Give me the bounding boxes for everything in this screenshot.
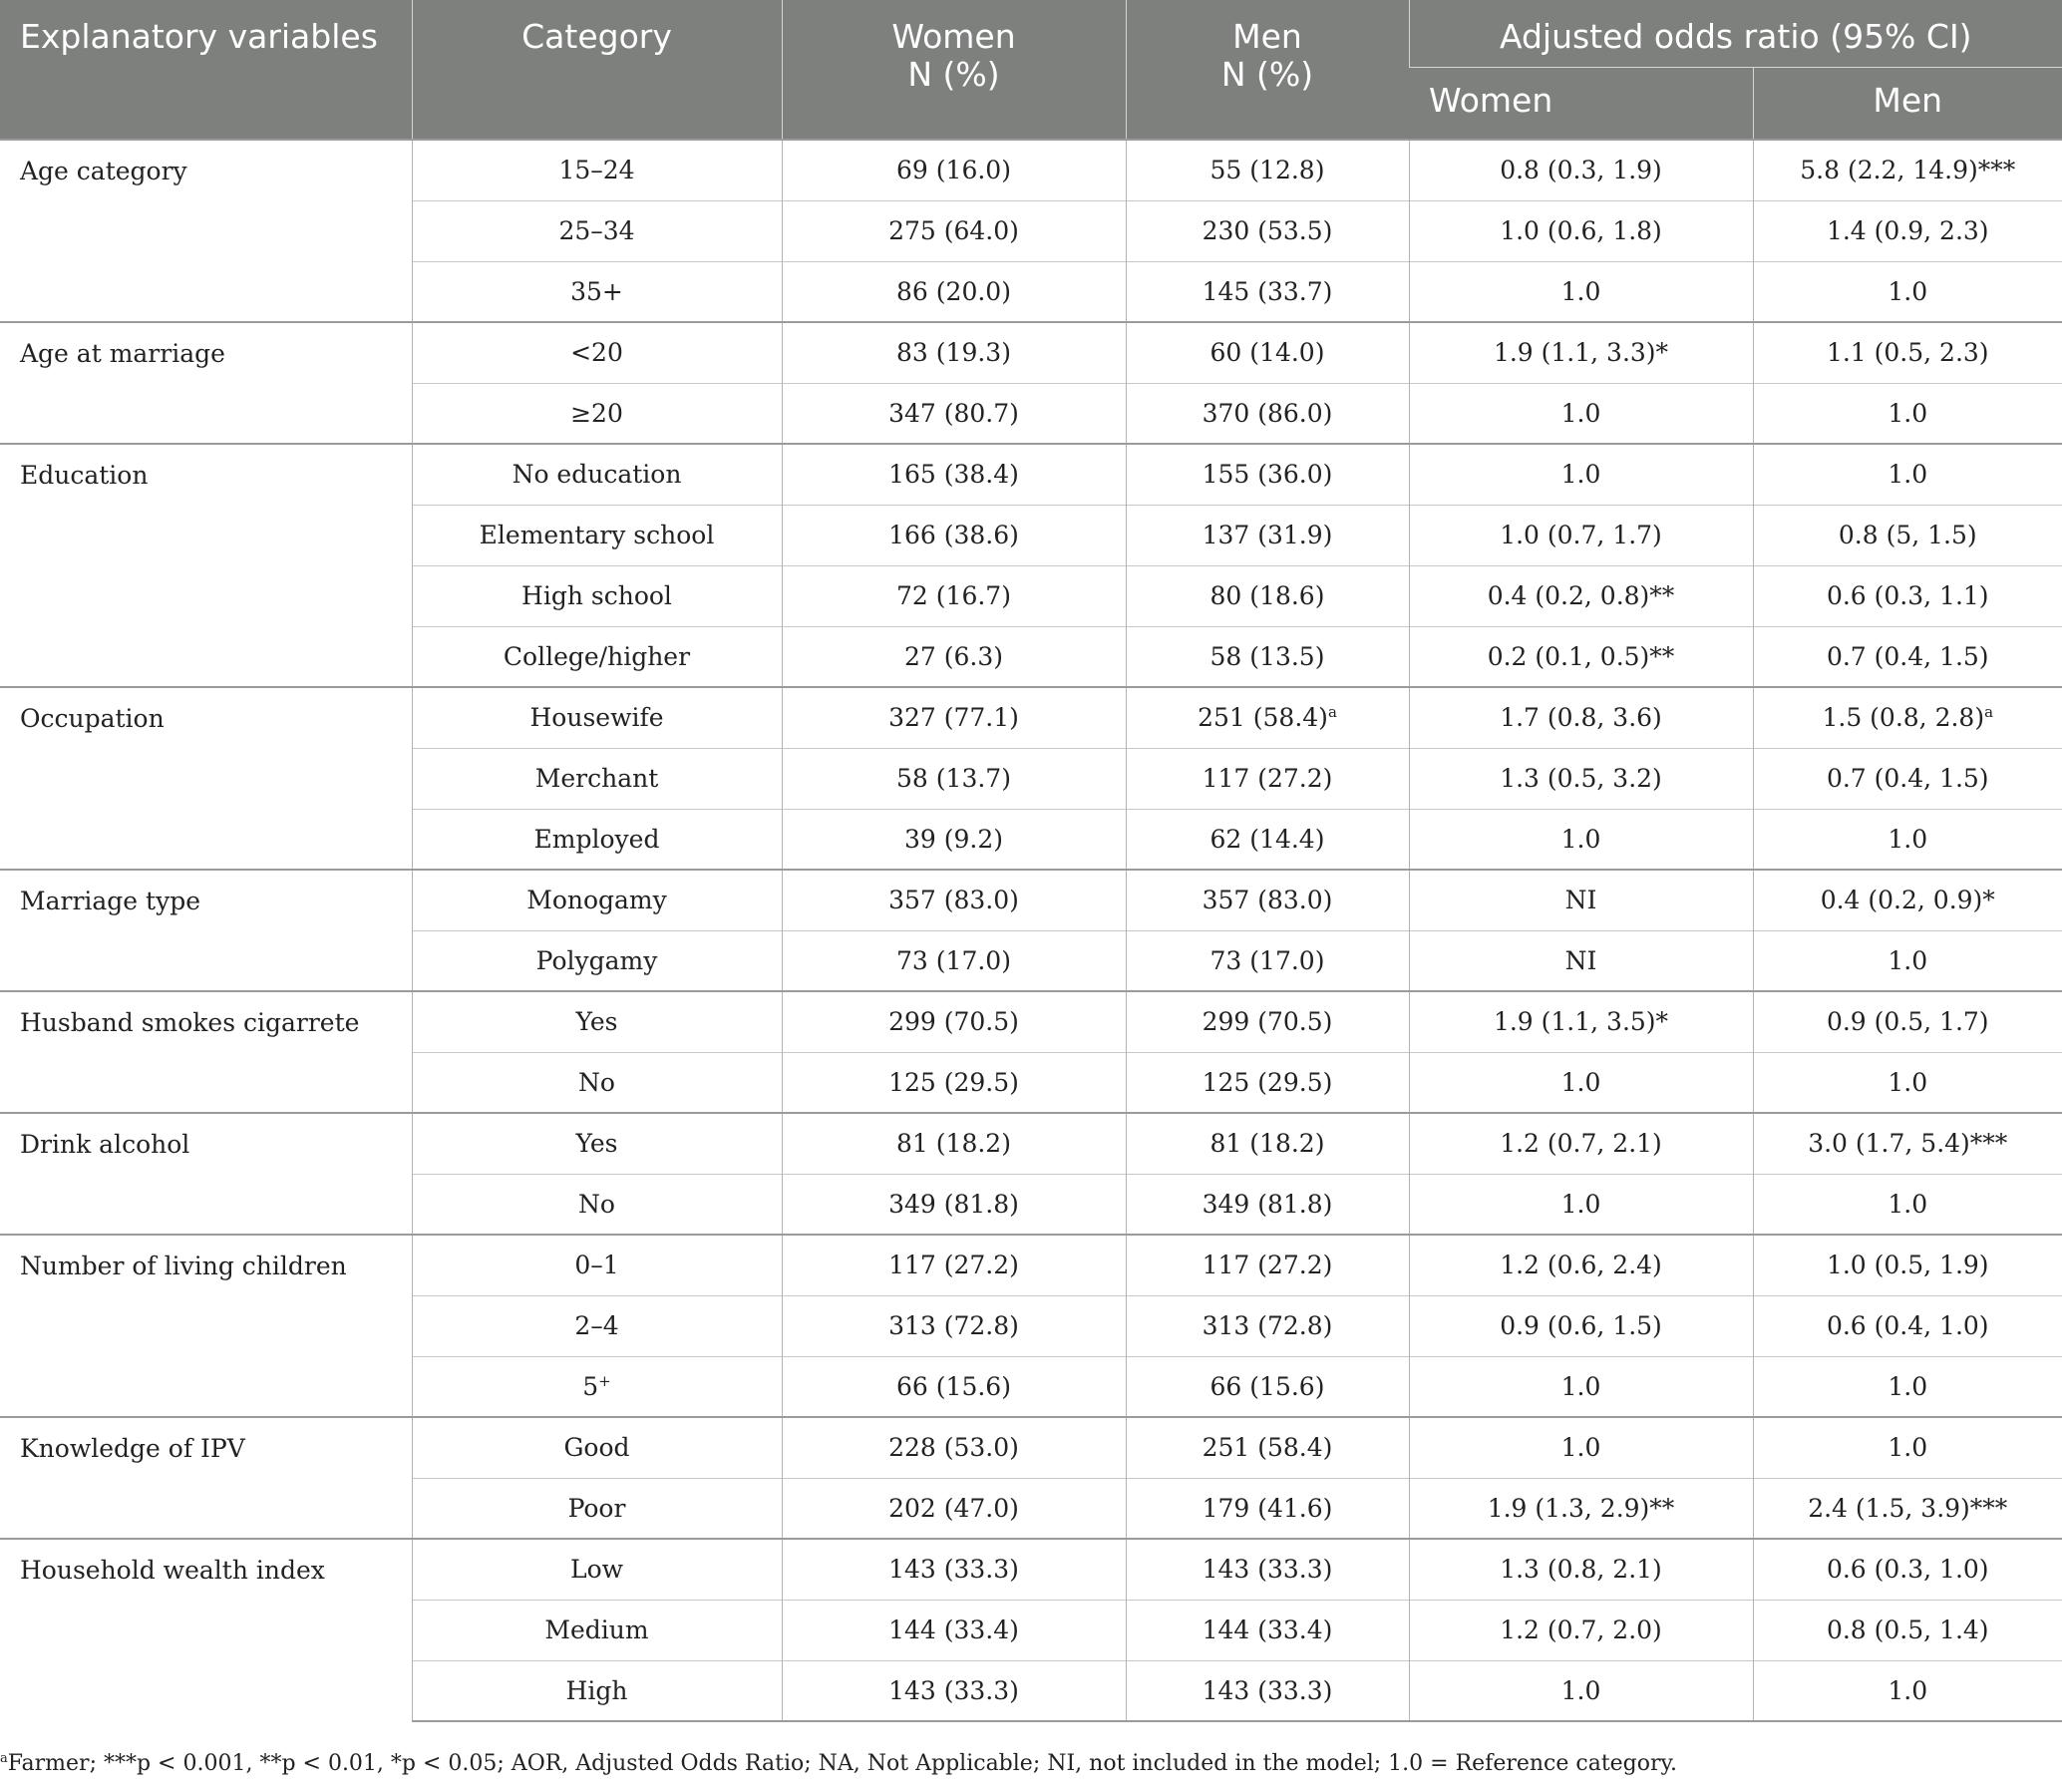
cell-aor-women xyxy=(1409,322,1753,383)
cell-men-n-text: 62 (14.4) xyxy=(1209,824,1325,854)
cell-aor-women xyxy=(1409,1539,1753,1600)
cell-men-n-text: 251 (58.4) xyxy=(1202,1433,1333,1463)
cell-category-text: No xyxy=(578,1067,615,1097)
cell-women-n-text: 27 (6.3) xyxy=(903,641,1004,671)
cell-women-n-text: 143 (33.3) xyxy=(888,1555,1019,1585)
cell-women-n xyxy=(782,1113,1126,1174)
cell-aor-men-text: 1.0 (0.5, 1.9) xyxy=(1826,1251,1989,1280)
cell-category xyxy=(412,1052,782,1113)
cell-men-n xyxy=(1126,1052,1409,1113)
cell-women-n-text: 228 (53.0) xyxy=(888,1433,1019,1463)
cell-men-n xyxy=(1126,687,1409,748)
cell-women-n-text: 72 (16.7) xyxy=(896,581,1011,610)
cell-aor-men xyxy=(1753,809,2062,870)
cell-women-n-text: 299 (70.5) xyxy=(888,1007,1019,1037)
cell-category xyxy=(412,930,782,991)
cell-aor-men xyxy=(1753,1356,2062,1417)
cell-men-n-text: 117 (27.2) xyxy=(1202,1251,1333,1280)
cell-aor-men xyxy=(1753,1600,2062,1660)
cell-men-n xyxy=(1126,444,1409,505)
table-header xyxy=(0,0,2062,140)
cell-aor-men-text: 0.4 (0.2, 0.9)* xyxy=(1820,886,1995,915)
cell-women-n-text: 125 (29.5) xyxy=(888,1067,1019,1097)
cell-aor-women xyxy=(1409,1235,1753,1295)
table-footnote xyxy=(0,1751,1677,1776)
cell-men-n-superscript: a xyxy=(1327,703,1337,722)
cell-aor-men-text: 0.9 (0.5, 1.7) xyxy=(1826,1007,1989,1037)
cell-aor-men xyxy=(1753,200,2062,261)
cell-aor-men-text: 1.0 xyxy=(1888,945,1928,975)
cell-men-n-text: 81 (18.2) xyxy=(1209,1129,1325,1159)
cell-aor-women-text: 0.9 (0.6, 1.5) xyxy=(1500,1311,1662,1340)
cell-aor-women-text: 1.9 (1.1, 3.3)* xyxy=(1493,338,1669,368)
table-row xyxy=(0,1539,2062,1600)
cell-category xyxy=(412,383,782,444)
cell-category-text: 35+ xyxy=(570,276,623,306)
cell-category-text: 5 xyxy=(582,1371,599,1401)
cell-category xyxy=(412,1356,782,1417)
cell-men-n-text: 230 (53.5) xyxy=(1202,216,1333,245)
footnote-text: Farmer; ***p < 0.001, **p < 0.01, *p < 0.05; AOR, Adjusted Odds Ratio; NA, Not Applicable; NI, not included in the model; 1.0 = Reference category. xyxy=(7,1751,1678,1776)
cell-women-n-text: 81 (18.2) xyxy=(896,1129,1011,1159)
cell-aor-men-text: 3.0 (1.7, 5.4)*** xyxy=(1808,1129,2008,1159)
header-men-n xyxy=(1126,0,1409,140)
cell-men-n xyxy=(1126,261,1409,322)
cell-women-n xyxy=(782,991,1126,1052)
cell-category xyxy=(412,565,782,626)
cell-aor-women xyxy=(1409,1660,1753,1721)
cell-men-n xyxy=(1126,930,1409,991)
cell-aor-women-text: 1.7 (0.8, 3.6) xyxy=(1500,703,1662,733)
cell-aor-women-text: 0.4 (0.2, 0.8)** xyxy=(1487,581,1675,610)
cell-women-n xyxy=(782,383,1126,444)
cell-aor-men-text: 0.6 (0.3, 1.1) xyxy=(1826,581,1989,610)
cell-aor-men-text: 1.0 xyxy=(1888,1067,1928,1097)
cell-women-n-text: 313 (72.8) xyxy=(888,1311,1019,1340)
cell-women-n xyxy=(782,1174,1126,1235)
cell-women-n-text: 275 (64.0) xyxy=(888,216,1019,245)
cell-men-n xyxy=(1126,1660,1409,1721)
cell-aor-women xyxy=(1409,748,1753,809)
cell-men-n xyxy=(1126,1356,1409,1417)
table-row xyxy=(0,322,2062,383)
cell-women-n xyxy=(782,1295,1126,1356)
header-women-n-line2: N (%) xyxy=(907,55,1000,94)
header-women-n-line1: Women xyxy=(891,17,1016,56)
cell-women-n-text: 347 (80.7) xyxy=(888,398,1019,428)
cell-variable: Drink alcohol xyxy=(0,1113,412,1235)
cell-men-n xyxy=(1126,1600,1409,1660)
cell-variable: Household wealth index xyxy=(0,1539,412,1721)
cell-aor-men xyxy=(1753,1113,2062,1174)
cell-aor-men-text: 0.7 (0.4, 1.5) xyxy=(1826,641,1989,671)
cell-aor-women xyxy=(1409,140,1753,200)
header-aor-women: Women xyxy=(1409,67,1753,140)
cell-aor-men-text: 1.0 xyxy=(1888,398,1928,428)
cell-women-n xyxy=(782,626,1126,687)
cell-category xyxy=(412,200,782,261)
cell-women-n-text: 166 (38.6) xyxy=(888,521,1019,549)
cell-women-n-text: 86 (20.0) xyxy=(896,276,1011,306)
cell-men-n-text: 370 (86.0) xyxy=(1202,398,1333,428)
cell-women-n xyxy=(782,687,1126,748)
header-men-n-line2: N (%) xyxy=(1220,55,1314,94)
cell-men-n xyxy=(1126,870,1409,930)
cell-category xyxy=(412,261,782,322)
cell-men-n-text: 117 (27.2) xyxy=(1202,764,1333,793)
cell-aor-women xyxy=(1409,930,1753,991)
cell-aor-women xyxy=(1409,505,1753,565)
cell-aor-women xyxy=(1409,1295,1753,1356)
cell-men-n xyxy=(1126,1417,1409,1478)
cell-women-n-text: 327 (77.1) xyxy=(888,703,1019,733)
cell-aor-women-text: NI xyxy=(1564,945,1597,975)
table-row xyxy=(0,687,2062,748)
cell-men-n-text: 73 (17.0) xyxy=(1209,945,1325,975)
cell-women-n xyxy=(782,322,1126,383)
cell-men-n xyxy=(1126,626,1409,687)
cell-aor-women xyxy=(1409,1417,1753,1478)
cell-men-n xyxy=(1126,748,1409,809)
cell-women-n xyxy=(782,1539,1126,1600)
cell-aor-women xyxy=(1409,1174,1753,1235)
cell-women-n xyxy=(782,1478,1126,1539)
cell-aor-men xyxy=(1753,565,2062,626)
cell-aor-women-text: 1.0 xyxy=(1560,1675,1601,1705)
cell-aor-women-text: 1.9 (1.1, 3.5)* xyxy=(1493,1007,1669,1037)
cell-women-n-text: 143 (33.3) xyxy=(888,1675,1019,1705)
cell-men-n xyxy=(1126,1113,1409,1174)
table-row xyxy=(0,1417,2062,1478)
cell-aor-women-text: 1.0 xyxy=(1560,1067,1601,1097)
cell-variable: Husband smokes cigarrete xyxy=(0,991,412,1113)
cell-category-text: Medium xyxy=(544,1615,649,1644)
cell-aor-men-text: 2.4 (1.5, 3.9)*** xyxy=(1808,1493,2008,1523)
cell-aor-women-text: 0.8 (0.3, 1.9) xyxy=(1500,156,1662,185)
cell-aor-men-text: 5.8 (2.2, 14.9)*** xyxy=(1800,156,2016,185)
cell-women-n xyxy=(782,444,1126,505)
cell-women-n xyxy=(782,261,1126,322)
cell-aor-men-text: 1.0 xyxy=(1888,1189,1928,1219)
cell-variable: Knowledge of IPV xyxy=(0,1417,412,1539)
cell-variable: Education xyxy=(0,444,412,687)
cell-category xyxy=(412,991,782,1052)
cell-women-n-text: 83 (19.3) xyxy=(896,338,1011,368)
cell-aor-men-text: 1.0 xyxy=(1888,460,1928,490)
cell-aor-women-text: NI xyxy=(1564,886,1597,915)
cell-aor-women-text: 1.3 (0.5, 3.2) xyxy=(1500,764,1662,793)
cell-category-text: Employed xyxy=(533,824,660,854)
cell-men-n xyxy=(1126,1539,1409,1600)
cell-variable: Marriage type xyxy=(0,870,412,991)
cell-aor-men xyxy=(1753,626,2062,687)
cell-aor-men-text: 1.1 (0.5, 2.3) xyxy=(1826,338,1989,368)
cell-men-n xyxy=(1126,809,1409,870)
cell-category-text: Yes xyxy=(575,1129,618,1159)
cell-women-n-text: 144 (33.4) xyxy=(888,1615,1019,1644)
cell-men-n xyxy=(1126,505,1409,565)
cell-variable: Occupation xyxy=(0,687,412,870)
cell-category-text: 0–1 xyxy=(574,1251,619,1280)
cell-aor-women xyxy=(1409,1356,1753,1417)
cell-women-n xyxy=(782,565,1126,626)
cell-variable: Number of living children xyxy=(0,1235,412,1417)
cell-aor-women-text: 0.2 (0.1, 0.5)** xyxy=(1487,641,1675,671)
cell-women-n-text: 66 (15.6) xyxy=(896,1371,1011,1401)
cell-aor-men xyxy=(1753,1295,2062,1356)
table-row xyxy=(0,1113,2062,1174)
cell-women-n xyxy=(782,1600,1126,1660)
cell-aor-men xyxy=(1753,1235,2062,1295)
cell-women-n xyxy=(782,1052,1126,1113)
cell-category-text: ≥20 xyxy=(570,398,623,428)
cell-men-n xyxy=(1126,1174,1409,1235)
cell-aor-men xyxy=(1753,870,2062,930)
cell-aor-women-text: 1.2 (0.7, 2.0) xyxy=(1500,1615,1662,1644)
cell-category xyxy=(412,1417,782,1478)
table-row xyxy=(0,1235,2062,1295)
cell-women-n-text: 73 (17.0) xyxy=(896,945,1011,975)
cell-men-n-text: 125 (29.5) xyxy=(1202,1067,1333,1097)
cell-aor-men-text: 1.4 (0.9, 2.3) xyxy=(1826,216,1989,245)
header-men-n-line1: Men xyxy=(1232,17,1302,56)
cell-category-text: High xyxy=(565,1675,628,1705)
cell-variable: Age at marriage xyxy=(0,322,412,444)
cell-aor-women xyxy=(1409,991,1753,1052)
cell-aor-women-text: 1.3 (0.8, 2.1) xyxy=(1500,1555,1662,1585)
cell-category-text: College/higher xyxy=(503,641,691,671)
cell-women-n xyxy=(782,1235,1126,1295)
cell-aor-men xyxy=(1753,1417,2062,1478)
cell-men-n xyxy=(1126,1478,1409,1539)
cell-category xyxy=(412,1660,782,1721)
cell-category xyxy=(412,1600,782,1660)
table-row xyxy=(0,140,2062,200)
cell-aor-women xyxy=(1409,1052,1753,1113)
cell-aor-women-text: 1.9 (1.3, 2.9)** xyxy=(1487,1493,1675,1523)
cell-aor-women-text: 1.2 (0.6, 2.4) xyxy=(1500,1251,1662,1280)
cell-aor-women-text: 1.0 xyxy=(1560,276,1601,306)
cell-category-text: <20 xyxy=(570,338,623,368)
cell-aor-women xyxy=(1409,1113,1753,1174)
cell-women-n xyxy=(782,140,1126,200)
header-aor-men: Men xyxy=(1753,67,2062,140)
table-row xyxy=(0,444,2062,505)
header-women-n xyxy=(782,0,1126,140)
cell-category xyxy=(412,748,782,809)
cell-men-n xyxy=(1126,1235,1409,1295)
cell-category xyxy=(412,870,782,930)
cell-category xyxy=(412,1113,782,1174)
cell-category-text: Monogamy xyxy=(526,886,667,915)
cell-aor-women xyxy=(1409,626,1753,687)
cell-aor-men-text: 0.8 (5, 1.5) xyxy=(1838,521,1977,549)
cell-aor-women xyxy=(1409,687,1753,748)
cell-category xyxy=(412,687,782,748)
cell-aor-women xyxy=(1409,870,1753,930)
cell-women-n xyxy=(782,505,1126,565)
cell-category xyxy=(412,1295,782,1356)
cell-aor-men-text: 0.7 (0.4, 1.5) xyxy=(1826,764,1989,793)
cell-aor-women-text: 1.0 xyxy=(1560,824,1601,854)
cell-aor-women xyxy=(1409,1600,1753,1660)
cell-category xyxy=(412,626,782,687)
cell-men-n xyxy=(1126,565,1409,626)
cell-aor-men xyxy=(1753,1174,2062,1235)
cell-aor-men xyxy=(1753,1660,2062,1721)
cell-category xyxy=(412,505,782,565)
cell-aor-men xyxy=(1753,748,2062,809)
cell-category-text: No xyxy=(578,1189,615,1219)
cell-men-n-text: 58 (13.5) xyxy=(1209,641,1325,671)
cell-aor-women xyxy=(1409,1478,1753,1539)
cell-aor-women xyxy=(1409,444,1753,505)
cell-men-n xyxy=(1126,383,1409,444)
cell-men-n-text: 66 (15.6) xyxy=(1209,1371,1325,1401)
cell-aor-men-text: 0.8 (0.5, 1.4) xyxy=(1826,1615,1989,1644)
cell-category-text: 15–24 xyxy=(558,156,635,185)
cell-women-n xyxy=(782,870,1126,930)
cell-category-text: Polygamy xyxy=(535,945,658,975)
header-category: Category xyxy=(412,0,782,140)
cell-men-n-text: 299 (70.5) xyxy=(1202,1007,1333,1037)
header-aor-group: Adjusted odds ratio (95% CI) xyxy=(1409,0,2062,67)
cell-category-text: 25–34 xyxy=(558,216,635,245)
cell-aor-women-text: 1.2 (0.7, 2.1) xyxy=(1500,1129,1662,1159)
cell-category-text: Poor xyxy=(567,1493,626,1523)
cell-aor-men xyxy=(1753,1539,2062,1600)
table-row xyxy=(0,991,2062,1052)
cell-aor-women-text: 1.0 (0.7, 1.7) xyxy=(1500,521,1662,549)
cell-men-n-text: 313 (72.8) xyxy=(1202,1311,1333,1340)
cell-aor-women-text: 1.0 xyxy=(1560,460,1601,490)
cell-men-n-text: 80 (18.6) xyxy=(1209,581,1325,610)
cell-category-text: 2–4 xyxy=(574,1311,619,1340)
cell-men-n xyxy=(1126,991,1409,1052)
cell-aor-men-text: 1.0 xyxy=(1888,276,1928,306)
cell-women-n xyxy=(782,809,1126,870)
cell-men-n-text: 145 (33.7) xyxy=(1202,276,1333,306)
cell-men-n-text: 155 (36.0) xyxy=(1202,460,1333,490)
cell-aor-men xyxy=(1753,505,2062,565)
cell-aor-men xyxy=(1753,1052,2062,1113)
cell-aor-women xyxy=(1409,200,1753,261)
cell-men-n-text: 349 (81.8) xyxy=(1202,1189,1333,1219)
cell-category-text: Housewife xyxy=(529,703,664,733)
footnote-marker: a xyxy=(0,1751,8,1766)
cell-aor-women xyxy=(1409,565,1753,626)
cell-men-n-text: 143 (33.3) xyxy=(1202,1675,1333,1705)
cell-men-n-text: 251 (58.4) xyxy=(1198,703,1328,733)
cell-aor-men xyxy=(1753,1478,2062,1539)
cell-men-n xyxy=(1126,140,1409,200)
cell-aor-women-text: 1.0 xyxy=(1560,398,1601,428)
cell-women-n xyxy=(782,1417,1126,1478)
cell-category-text: Yes xyxy=(575,1007,618,1037)
cell-men-n-text: 179 (41.6) xyxy=(1202,1493,1333,1523)
cell-women-n xyxy=(782,200,1126,261)
cell-aor-men xyxy=(1753,930,2062,991)
cell-category-text: Elementary school xyxy=(479,521,715,549)
cell-aor-men xyxy=(1753,687,2062,748)
cell-category xyxy=(412,140,782,200)
cell-aor-women xyxy=(1409,261,1753,322)
cell-women-n-text: 69 (16.0) xyxy=(896,156,1011,185)
cell-category-text: No education xyxy=(512,460,682,490)
cell-women-n xyxy=(782,1356,1126,1417)
cell-men-n-text: 357 (83.0) xyxy=(1202,886,1333,915)
cell-aor-men-text: 1.0 xyxy=(1888,824,1928,854)
cell-aor-women-text: 1.0 (0.6, 1.8) xyxy=(1500,216,1662,245)
table-row xyxy=(0,870,2062,930)
cell-aor-women xyxy=(1409,809,1753,870)
header-explanatory-variables: Explanatory variables xyxy=(0,0,412,140)
cell-aor-men xyxy=(1753,261,2062,322)
cell-category-text: Merchant xyxy=(534,764,659,793)
cell-aor-men xyxy=(1753,140,2062,200)
cell-women-n-text: 202 (47.0) xyxy=(888,1493,1019,1523)
cell-women-n-text: 165 (38.4) xyxy=(888,460,1019,490)
cell-aor-men-text: 1.5 (0.8, 2.8) xyxy=(1822,703,1985,733)
cell-aor-women xyxy=(1409,383,1753,444)
cell-aor-men xyxy=(1753,383,2062,444)
cell-aor-men-text: 1.0 xyxy=(1888,1433,1928,1463)
cell-women-n xyxy=(782,1660,1126,1721)
cell-women-n-text: 58 (13.7) xyxy=(896,764,1011,793)
table-body xyxy=(0,140,2062,1721)
cell-aor-men-text: 0.6 (0.4, 1.0) xyxy=(1826,1311,1989,1340)
cell-aor-men-superscript: a xyxy=(1984,703,1994,722)
cell-aor-women-text: 1.0 xyxy=(1560,1189,1601,1219)
cell-men-n xyxy=(1126,322,1409,383)
cell-category xyxy=(412,444,782,505)
cell-aor-men-text: 1.0 xyxy=(1888,1371,1928,1401)
cell-category xyxy=(412,1174,782,1235)
cell-category-text: High school xyxy=(521,581,672,610)
cell-aor-women-text: 1.0 xyxy=(1560,1433,1601,1463)
cell-aor-men xyxy=(1753,444,2062,505)
cell-men-n xyxy=(1126,1295,1409,1356)
cell-women-n xyxy=(782,930,1126,991)
cell-men-n-text: 55 (12.8) xyxy=(1209,156,1325,185)
cell-women-n-text: 357 (83.0) xyxy=(888,886,1019,915)
cell-category-superscript: + xyxy=(598,1371,611,1390)
cell-aor-women-text: 1.0 xyxy=(1560,1371,1601,1401)
cell-category-text: Good xyxy=(563,1433,630,1463)
cell-women-n-text: 39 (9.2) xyxy=(903,824,1004,854)
cell-category xyxy=(412,809,782,870)
cell-aor-men-text: 1.0 xyxy=(1888,1675,1928,1705)
cell-aor-men xyxy=(1753,322,2062,383)
cell-aor-men xyxy=(1753,991,2062,1052)
cell-category xyxy=(412,1478,782,1539)
cell-category-text: Low xyxy=(569,1555,624,1585)
cell-variable: Age category xyxy=(0,140,412,322)
cell-women-n xyxy=(782,748,1126,809)
cell-men-n-text: 144 (33.4) xyxy=(1202,1615,1333,1644)
cell-men-n-text: 60 (14.0) xyxy=(1209,338,1325,368)
cell-men-n-text: 137 (31.9) xyxy=(1202,521,1333,549)
cell-men-n-text: 143 (33.3) xyxy=(1202,1555,1333,1585)
cell-aor-men-text: 0.6 (0.3, 1.0) xyxy=(1826,1555,1989,1585)
cell-category xyxy=(412,322,782,383)
cell-women-n-text: 117 (27.2) xyxy=(888,1251,1019,1280)
cell-women-n-text: 349 (81.8) xyxy=(888,1189,1019,1219)
cell-category xyxy=(412,1539,782,1600)
cell-men-n xyxy=(1126,200,1409,261)
cell-category xyxy=(412,1235,782,1295)
